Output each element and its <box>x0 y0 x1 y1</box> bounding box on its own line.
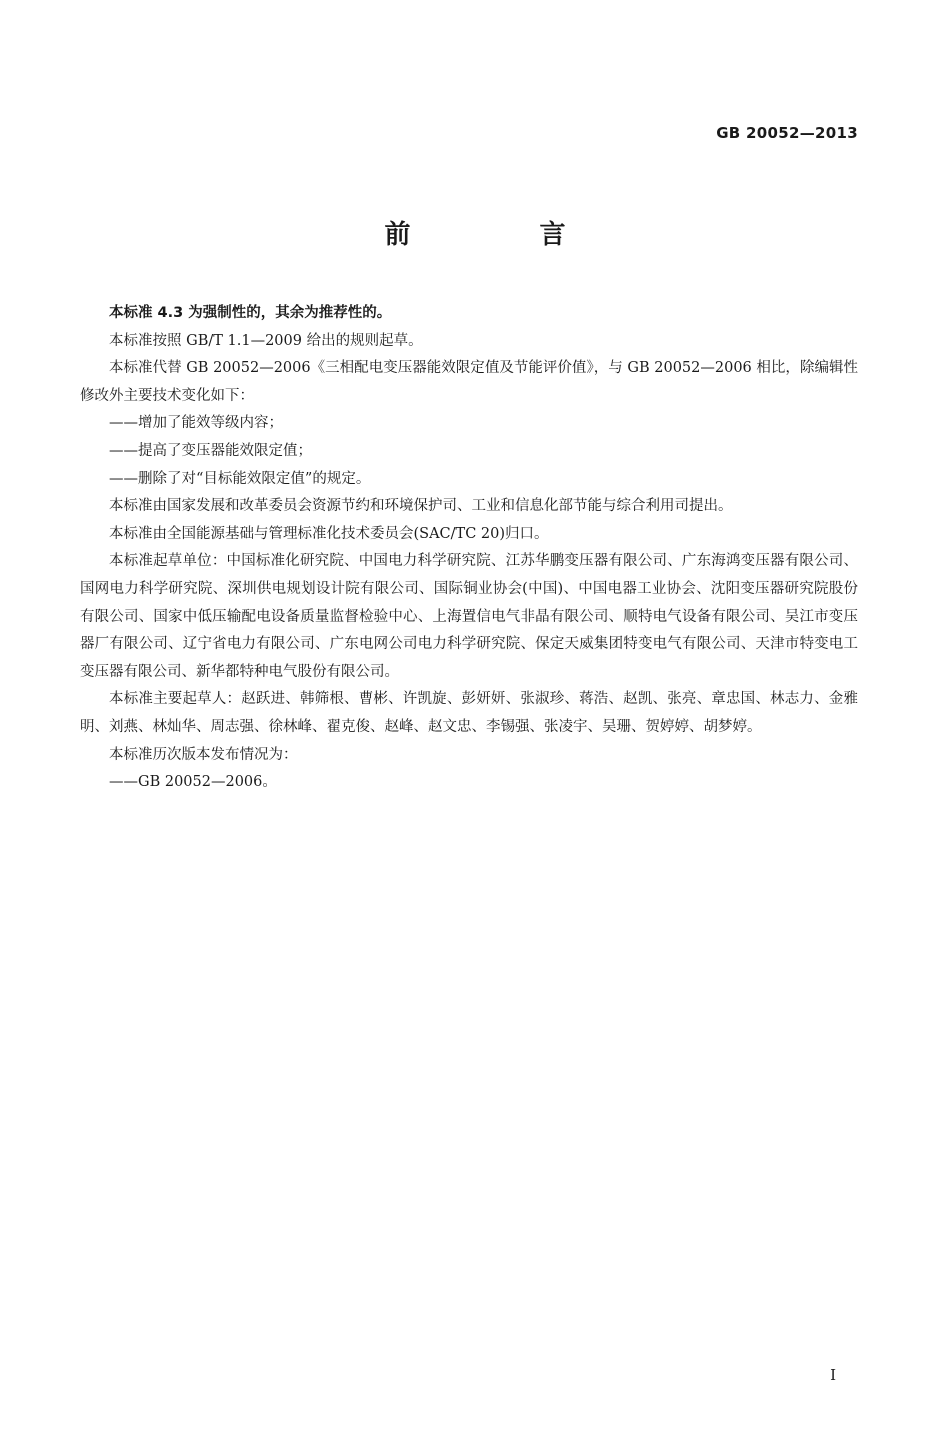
paragraph-drafting-units: 本标准起草单位：中国标准化研究院、中国电力科学研究院、江苏华鹏变压器有限公司、广东海鸿变压器有限公司、国网电力科学研究院、深圳供电规划设计院有限公司、国际铜业协会(中国)、中国电器工业协会、沈阳变压器研究院股份有限公司、国家中低压输配电设备质量监督检验中心、上海置信电气非晶有限公司、顺特电气设备有限公司、吴江市变压器厂有限公司、辽宁省电力有限公司、广东电网公司电力科学研究院、保定天威集团特变电气有限公司、天津市特变电工变压器有限公司、新华都特种电气股份有限公司。 <box>80 553 858 680</box>
change-item-3: ——删除了对“目标能效限定值”的规定。 <box>109 470 371 487</box>
page-number: I <box>830 1366 836 1384</box>
paragraph-drafting-rules: 本标准按照 GB/T 1.1—2009 给出的规则起草。 <box>109 332 423 349</box>
page-title: 前 言 <box>384 220 626 250</box>
change-item-2: ——提高了变压器能效限定值； <box>109 442 312 459</box>
version-history-item: ——GB 20052—2006。 <box>109 774 277 791</box>
paragraph-mandatory-clause: 本标准 4.3 为强制性的，其余为推荐性的。 <box>109 305 392 321</box>
paragraph-proposer: 本标准由国家发展和改革委员会资源节约和环境保护司、工业和信息化部节能与综合利用司提出。 <box>109 498 733 515</box>
change-item-1: ——增加了能效等级内容； <box>109 415 283 432</box>
paragraph-replacement: 本标准代替 GB 20052—2006《三相配电变压器能效限定值及节能评价值》，与 GB 20052—2006 相比，除编辑性修改外主要技术变化如下： <box>80 360 858 404</box>
paragraph-version-history: 本标准历次版本发布情况为： <box>109 746 298 763</box>
standard-code-header: GB 20052—2013 <box>716 124 858 142</box>
paragraph-committee: 本标准由全国能源基础与管理标准化技术委员会(SAC/TC 20)归口。 <box>109 525 549 542</box>
foreword-body <box>80 300 858 797</box>
paragraph-drafters: 本标准主要起草人：赵跃进、韩筛根、曹彬、许凯旋、彭妍妍、张淑珍、蒋浩、赵凯、张亮、章忠国、林志力、金雅明、刘燕、林灿华、周志强、徐林峰、翟克俊、赵峰、赵文忠、李锡强、张凌宇、吴珊、贺婷婷、胡梦婷。 <box>80 691 858 735</box>
